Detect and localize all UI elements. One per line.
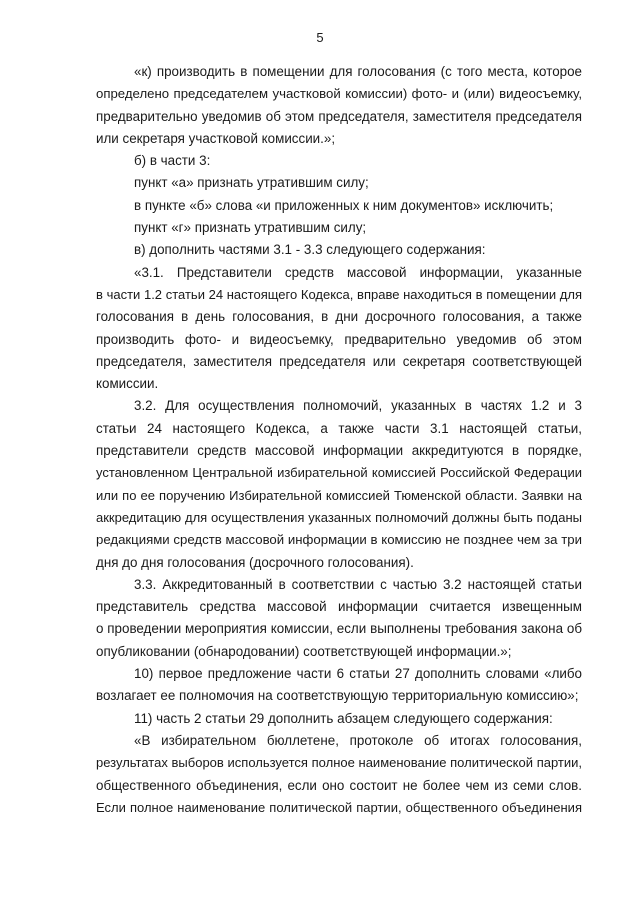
text-line: возлагает ее полномочия на соответствующую территориальную комиссию»; (96, 688, 579, 704)
text-line: б) в части 3: (134, 153, 211, 169)
text-line: 11) часть 2 статьи 29 дополнить абзацем следующего содержания: (134, 710, 553, 726)
paragraph (96, 663, 582, 708)
paragraph (96, 195, 582, 217)
text-line: общественного объединения, если оно состоит не более чем из семи слов. (96, 777, 582, 793)
document-body (96, 61, 582, 819)
text-line: 3.3. Аккредитованный в соответствии с частью 3.2 настоящей статьи (134, 576, 582, 592)
text-line: о проведении мероприятия комиссии, если выполнены требования закона об (96, 621, 582, 637)
paragraph (96, 239, 582, 261)
text-line: определено председателем участковой комиссии) фото- и (или) видеосъемку, (96, 86, 582, 102)
text-line: председателя, заместителя председателя или секретаря соответствующей (96, 353, 582, 369)
text-line: представитель средства массовой информации считается извещенным (96, 599, 582, 615)
text-line: Если полное наименование политической партии, общественного объединения (96, 799, 582, 815)
text-line: комиссии. (96, 376, 159, 392)
text-line: пункт «а» признать утратившим силу; (134, 175, 369, 191)
text-line: в части 1.2 статьи 24 настоящего Кодекса, вправе находиться в помещении для (96, 286, 582, 302)
text-line: результатах выборов используется полное наименование политической партии, (96, 755, 582, 771)
paragraph (96, 217, 582, 239)
text-line: голосования в день голосования, в дни досрочного голосования, а также (96, 309, 582, 325)
text-line: производить фото- и видеосъемку, предварительно уведомив об этом (96, 331, 582, 347)
text-line: установленном Центральной избирательной комиссией Российской Федерации (96, 465, 582, 481)
paragraph (96, 262, 582, 396)
text-line: 3.2. Для осуществления полномочий, указанных в частях 1.2 и 3 (134, 398, 582, 414)
text-line: «3.1. Представители средств массовой информации, указанные (134, 264, 582, 280)
text-line: или по ее поручению Избирательной комиссией Тюменской области. Заявки на (96, 487, 582, 503)
text-line: или секретаря участковой комиссии.»; (96, 130, 336, 146)
paragraph (96, 395, 582, 573)
text-line: «В избирательном бюллетене, протоколе об итогах голосования, (134, 732, 582, 748)
page-number: 5 (316, 30, 324, 45)
text-line: представители средств массовой информации аккредитуются в порядке, (96, 443, 582, 459)
text-line: аккредитацию для осуществления указанных полномочий должны быть поданы (96, 509, 582, 525)
paragraph (96, 574, 582, 663)
paragraph (96, 708, 582, 730)
text-line: в) дополнить частями 3.1 - 3.3 следующего содержания: (134, 242, 486, 258)
paragraph (96, 172, 582, 194)
paragraph (96, 730, 582, 819)
text-line: дня до дня голосования (досрочного голосования). (96, 554, 414, 570)
paragraph (96, 61, 582, 150)
text-line: пункт «г» признать утратившим силу; (134, 220, 367, 236)
text-line: статьи 24 настоящего Кодекса, а также части 3.1 настоящей статьи, (96, 420, 582, 436)
text-line: опубликовании (обнародовании) соответствующей информации.»; (96, 643, 512, 659)
text-line: «к) производить в помещении для голосования (с того места, которое (134, 64, 582, 79)
paragraph (96, 150, 582, 172)
text-line: предварительно уведомив об этом председателя, заместителя председателя (96, 108, 582, 124)
text-line: в пункте «б» слова «и приложенных к ним документов» исключить; (134, 197, 554, 213)
text-line: редакциями средств массовой информации в комиссию не позднее чем за три (96, 532, 582, 548)
text-line: 10) первое предложение части 6 статьи 27 дополнить словами «либо (134, 666, 582, 682)
